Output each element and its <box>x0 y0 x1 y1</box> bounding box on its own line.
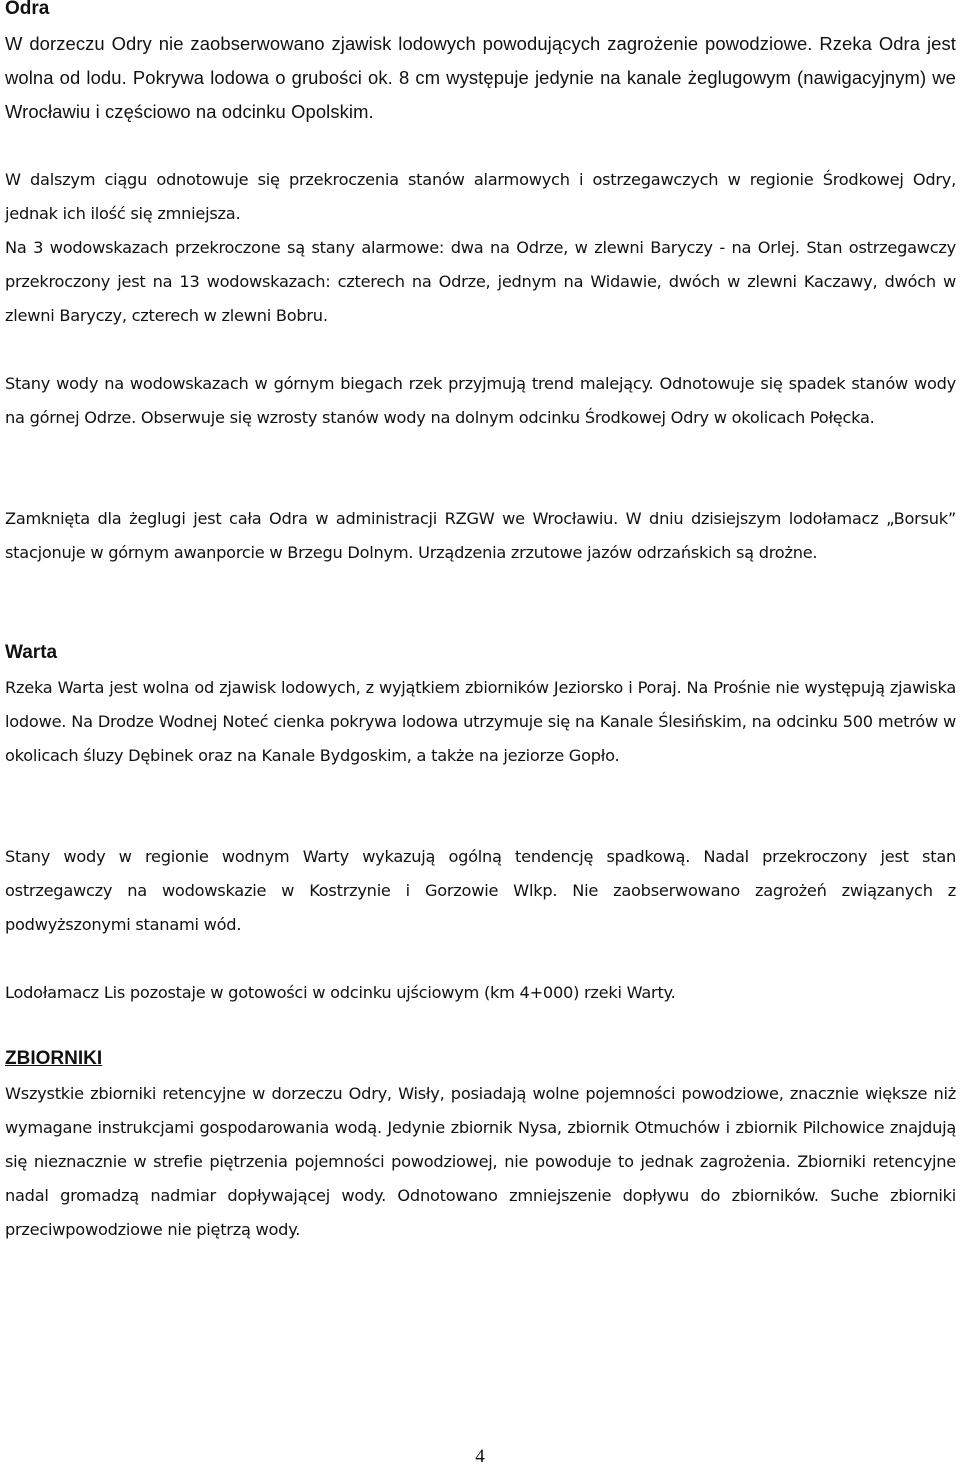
paragraph-odra-navigation-wrap <box>5 502 956 570</box>
paragraph-warta-icebreaker: Lodołamacz Lis pozostaje w gotowości w odcinku ujściowym (km 4+000) rzeki Warty. <box>5 983 676 1002</box>
paragraph-odra-navigation: Zamknięta dla żeglugi jest cała Odra w administracji RZGW we Wrocławiu. W dniu dzisiejszym lodołamacz „Borsuk” stacjonuje w górnym awanporcie w Brzegu Dolnym. Urządzenia zrzutowe jazów odrzańskich są drożne. <box>5 509 956 562</box>
paragraph-zbiorniki: Wszystkie zbiorniki retencyjne w dorzeczu Odry, Wisły, posiadają wolne pojemności powodziowe, znacznie większe niż wymagane instrukcjami gospodarowania wodą. Jedynie zbiornik Nysa, zbiornik Otmuchów i zbiornik Pilchowice znajdują się nieznacznie w strefie piętrzenia pojemności powodziowej, nie powoduje to jednak zagrożenia. Zbiorniki retencyjne nadal gromadzą nadmiar dopływającej wody. Odnotowano zmniejszenie dopływu do zbiorników. Suche zbiorniki przeciwpowodziowe nie piętrzą wody. <box>5 1084 956 1239</box>
paragraph-warta-icebreaker-wrap <box>5 976 956 1010</box>
section-heading-odra: Odra <box>5 0 50 19</box>
paragraph-warta-levels-wrap <box>5 840 956 942</box>
section-odra-heading-wrap <box>5 0 49 20</box>
paragraph-odra-trends-wrap <box>5 367 956 435</box>
paragraph-warta-levels: Stany wody w regionie wodnym Warty wykazują ogólną tendencję spadkową. Nadal przekroczony jest stan ostrzegawczy na wodowskazie w Kostrzynie i Gorzowie Wlkp. Nie zaobserwowano zagrożeń związanych z podwyższonymi stanami wód. <box>5 847 956 934</box>
paragraph-odra-trends: Stany wody na wodowskazach w górnym biegach rzek przyjmują trend malejący. Odnotowuje się spadek stanów wody na górnej Odrze. Obserwuje się wzrosty stanów wody na dolnym odcinku Środkowej Odry w okolicach Połęcka. <box>5 374 956 427</box>
page-number: 4 <box>475 1446 485 1467</box>
paragraph-odra-intro-wrap <box>5 27 956 129</box>
paragraph-warta-ice: Rzeka Warta jest wolna od zjawisk lodowych, z wyjątkiem zbiorników Jeziorsko i Poraj. Na Prośnie nie występują zjawiska lodowe. Na Drodze Wodnej Noteć cienka pokrywa lodowa utrzymuje się na Kanale Ślesińskim, na odcinku 500 metrów w okolicach śluzy Dębinek oraz na Kanale Bydgoskim, a także na jeziorze Gopło. <box>5 678 956 765</box>
paragraph-odra-gauges-wrap <box>5 231 956 333</box>
section-warta-heading-wrap <box>5 641 57 664</box>
paragraph-zbiorniki-wrap <box>5 1077 956 1247</box>
paragraph-odra-exceedances: W dalszym ciągu odnotowuje się przekroczenia stanów alarmowych i ostrzegawczych w regionie Środkowej Odry, jednak ich ilość się zmniejsza. <box>5 170 956 223</box>
paragraph-warta-ice-wrap <box>5 671 956 773</box>
section-heading-warta: Warta <box>5 642 58 663</box>
paragraph-odra-exceedances-wrap <box>5 163 956 231</box>
paragraph-odra-gauges: Na 3 wodowskazach przekroczone są stany alarmowe: dwa na Odrze, w zlewni Baryczy - na Orlej. Stan ostrzegawczy przekroczony jest na 13 wodowskazach: czterech na Odrze, jednym na Widawie, dwóch w zlewni Kaczawy, dwóch w zlewni Baryczy, czterech w zlewni Bobru. <box>5 238 956 325</box>
section-heading-zbiorniki: ZBIORNIKI <box>5 1048 103 1069</box>
paragraph-odra-intro: W dorzeczu Odry nie zaobserwowano zjawisk lodowych powodujących zagrożenie powodziowe. Rzeka Odra jest wolna od lodu. Pokrywa lodowa o grubości ok. 8 cm występuje jedynie na kanale żeglugowym (nawigacyjnym) we Wrocławiu i częściowo na odcinku Opolskim. <box>5 33 956 122</box>
section-zbiorniki-heading-wrap <box>5 1047 102 1070</box>
